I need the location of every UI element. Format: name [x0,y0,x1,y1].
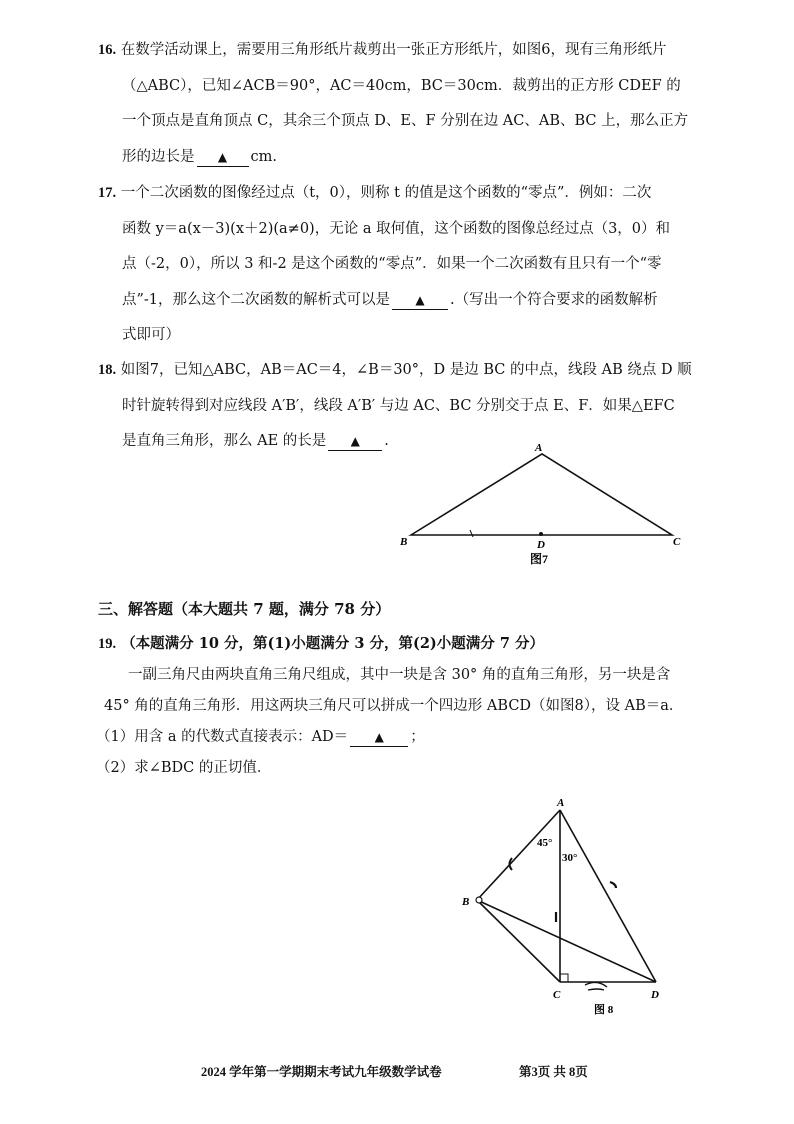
text-segment: 点”-1，那么这个二次函数的解析式可以是 [122,291,391,308]
question-text: 一个二次函数的图像经过点（t，0），则称 t 的值是这个函数的“零点”．例如：二次 [120,185,652,201]
question-text: 45° 角的直角三角形．用这两块三角尺可以拼成一个四边形 ABCD（如图8），设 AB＝a． [104,698,684,714]
figure-caption: 图7 [530,552,549,566]
text-segment: ； [410,729,425,745]
question-text: 时针旋转得到对应线段 A′B′，线段 A′B′ 与边 AC、BC 分别交于点 E、F．如果△EFC [122,397,675,414]
question-19-header [98,632,544,653]
question-number: 17. [98,185,117,201]
label-d: D [537,539,545,551]
mark-ad [610,882,616,888]
question-text: 点（-2，0），所以 3 和-2 是这个函数的“零点”．如果一个二次函数有且只有一个“零 [122,256,662,272]
text-segment: .（写出一个符合要求的函数解析 [450,291,658,308]
question-text: 如图7，已知△ABC，AB＝AC＝4，∠B＝30°，D 是边 BC 的中点，线段 AB 绕点 D 顺 [120,362,692,378]
question-number: 18. [98,362,117,378]
figure-caption: 图 8 [594,1004,614,1016]
segment-ad [560,810,656,982]
mark-cd [585,982,607,990]
question-text-with-blank [98,140,698,176]
question-part-1 [96,722,704,753]
text-segment: 形的边长是 [122,148,195,165]
segment-bd [477,900,656,982]
page-number: 第3页 共 8页 [519,1065,588,1079]
angle-label-45: 45° [537,837,553,849]
segment-ab [477,810,560,900]
right-angle-marker [560,974,568,982]
figure-7 [380,435,700,570]
question-17 [98,176,698,354]
answer-blank[interactable] [350,728,408,747]
question-text: （△ABC），已知∠ACB＝90°，AC＝40cm，BC＝30cm．裁剪出的正方形 CDEF 的 [122,77,681,94]
question-text: 函数 y＝a(x－3)(x＋2)(a≠0)，无论 a 取何值，这个函数的图像总经过点（3，0）和 [122,220,671,237]
label-a: A [535,442,543,454]
question-number: 16. [98,42,117,58]
triangle-marker-icon: ▲ [374,730,384,744]
question-text: 在数学活动课上，需要用三角形纸片裁剪出一张正方形纸片，如图6，现有三角形纸片 [120,42,667,58]
triangle-marker-icon: ▲ [350,434,360,448]
answer-blank[interactable] [197,148,249,167]
triangle-abc [411,454,672,535]
question-part-2: （2）求∠BDC 的正切值． [96,760,272,776]
text-segment: . [384,433,389,449]
vertex-b [476,897,482,903]
footer-title: 2024 学年第一学期期末考试九年级数学试卷 [201,1065,442,1079]
angle-label-30: 30° [562,852,578,864]
label-b: B [400,536,408,548]
question-19-body [96,660,704,784]
question-number: 19. [98,636,117,652]
question-text: 式即可） [122,327,180,343]
answer-blank[interactable] [392,291,448,310]
label-a: A [557,797,565,809]
figure-8 [455,790,685,1025]
midpoint-d [539,532,543,536]
tick-mark [470,530,473,537]
answer-blank[interactable] [328,432,382,451]
question-score-info: （本题满分 10 分，第(1)小题满分 3 分，第(2)小题满分 7 分） [121,635,544,652]
text-segment: （1）用含 a 的代数式直接表示：AD＝ [96,729,349,745]
question-16 [98,33,698,175]
text-segment: 是直角三角形，那么 AE 的长是 [122,433,327,449]
triangle-marker-icon: ▲ [217,149,228,164]
label-c: C [553,989,561,1001]
segment-bc [477,900,560,982]
section-heading: 三、解答题（本大题共 7 题，满分 78 分） [98,600,391,618]
question-text-with-blank [98,283,698,319]
question-text: 一副三角尺由两块直角三角尺组成，其中一块是含 30° 角的直角三角形，另一块是含 [128,667,671,683]
label-d: D [651,989,659,1001]
question-text: 一个顶点是直角顶点 C，其余三个顶点 D、E、F 分别在边 AC、AB、BC 上，那么正方 [122,113,689,129]
label-b: B [462,896,470,908]
text-segment: cm. [250,148,277,165]
triangle-marker-icon: ▲ [415,292,425,307]
label-c: C [673,536,681,548]
